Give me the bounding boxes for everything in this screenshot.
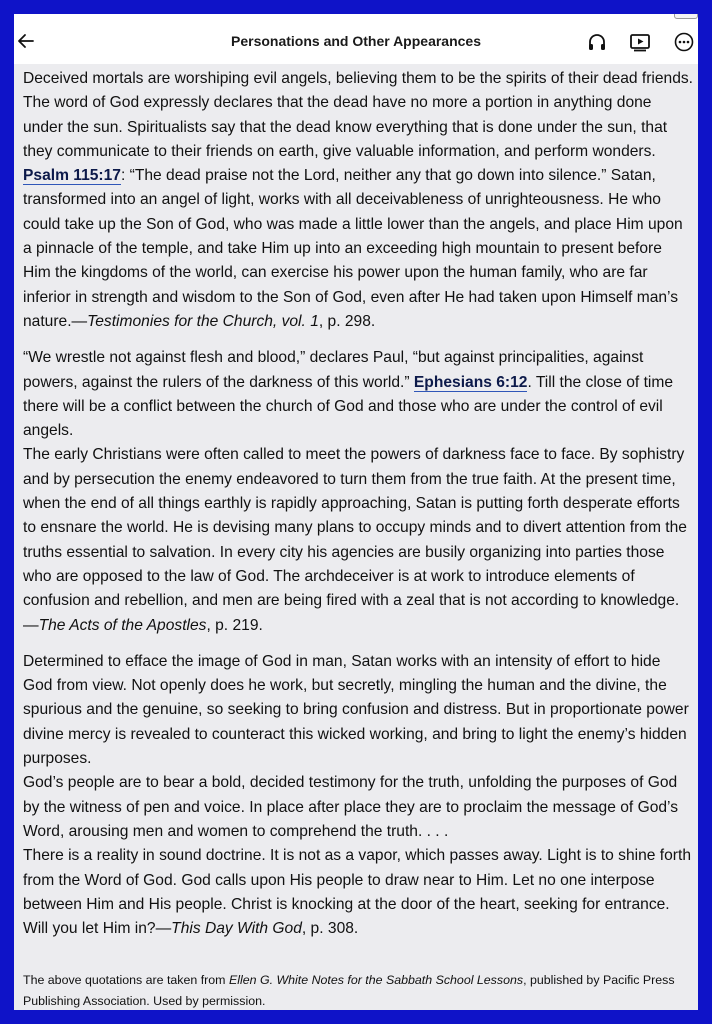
source-title: Testimonies for the Church, vol. 1: [87, 312, 319, 330]
text-span: Determined to efface the image of God in man, Satan works with an intensity of effort to hide God from view. Not openly does he work, but secretly, mingling the human and the divine, the spurious and the genuine, so seeking to bring confusion and distress. But in proportionate power divine mercy is revealed to counteract this wicked working, and bring to light the enemy’s hidden purposes.: [23, 652, 689, 768]
footer-text: , published by Pacific Press Publishing Association. Used by permission.: [23, 973, 675, 1008]
source-page: , p. 298.: [318, 312, 376, 330]
paragraph-1: [23, 67, 693, 334]
app-header: [14, 14, 698, 64]
text-span: “We wrestle not against flesh and blood,” declares Paul, “but against principalities, against powers, against the rulers of the darkness of this world.”: [23, 349, 644, 391]
text-span: God’s people are to bear a bold, decided testimony for the truth, unfolding the purposes of God by the witness of pen and voice. In place after place they are to proclaim the message of God’s Word, arousing men and women to comprehend the truth. . . .: [23, 774, 679, 840]
paragraph-3: [23, 650, 693, 942]
text-span: There is a reality in sound doctrine. It is not as a vapor, which passes away. Light is to shine forth from the Word of God. God calls upon His people to draw near to Him. Let no one interpose between Him and His people. Christ is knocking at the door of the heart, seeking for entrance. Will you let Him in?—: [23, 847, 691, 938]
source-title: This Day With God: [171, 920, 302, 938]
footer-text: The above quotations are taken from: [23, 973, 229, 987]
headphones-icon[interactable]: [586, 31, 608, 53]
scripture-link-ephesians[interactable]: Ephesians 6:12: [413, 373, 528, 391]
text-span: The early Christians were often called to meet the powers of darkness face to face. By sophistry and by persecution the enemy endeavored to turn them from the true faith. At the present time, when the end of all things earthly is rapidly approaching, Satan is putting forth desperate efforts to ensnare the world. He is devising many plans to occupy minds and to divert attention from the truths essential to salvation. In every city his agencies are busily organizing into parties those who are opposed to the law of God. The archdeceiver is at work to introduce elements of confusion and rebellion, and men are being fired with a zeal that is not according to knowledge.—: [23, 446, 687, 634]
source-title: The Acts of the Apostles: [38, 616, 207, 634]
text-span: : “The dead praise not the Lord, neither any that go down into silence.” Satan, transformed into an angel of light, works with all deceivableness of unrighteousness. He who could take up the Son of God, who was made a little lower than the angels, and place Him upon a pinnacle of the temple, and take Him up into an exceeding high mountain to present before Him the kingdoms of the world, can exercise his power upon the human family, who are far inferior in strength and wisdom to the Son of God, even after He had taken upon Himself man’s nature.—: [23, 167, 683, 330]
source-page: , p. 308.: [301, 920, 359, 938]
footer-source-title: Ellen G. White Notes for the Sabbath School Lessons: [228, 973, 524, 987]
reader-window: [14, 14, 698, 1010]
source-page: , p. 219.: [206, 616, 263, 634]
scripture-link-psalm[interactable]: Psalm 115:17: [23, 167, 121, 185]
play-video-icon[interactable]: [629, 31, 651, 53]
page-title: Personations and Other Appearances: [231, 33, 481, 49]
paragraph-2: [23, 346, 693, 638]
reading-content: [23, 67, 693, 953]
top-handle: [674, 14, 698, 19]
text-span: . Till the close of time there will be a conflict between the church of God and those who are under the control of evil angels.: [23, 373, 674, 440]
text-span: Deceived mortals are worshiping evil angels, believing them to be the spirits of their dead friends. The word of God expressly declares that the dead have no more a portion in anything done under the sun. Spiritualists say that the dead know everything that is done under the sun, that they communicate to their friends on earth, give valuable information, and perform wonders.: [23, 70, 694, 160]
more-options-icon[interactable]: [673, 31, 695, 53]
copyright-footer: [23, 970, 693, 1010]
